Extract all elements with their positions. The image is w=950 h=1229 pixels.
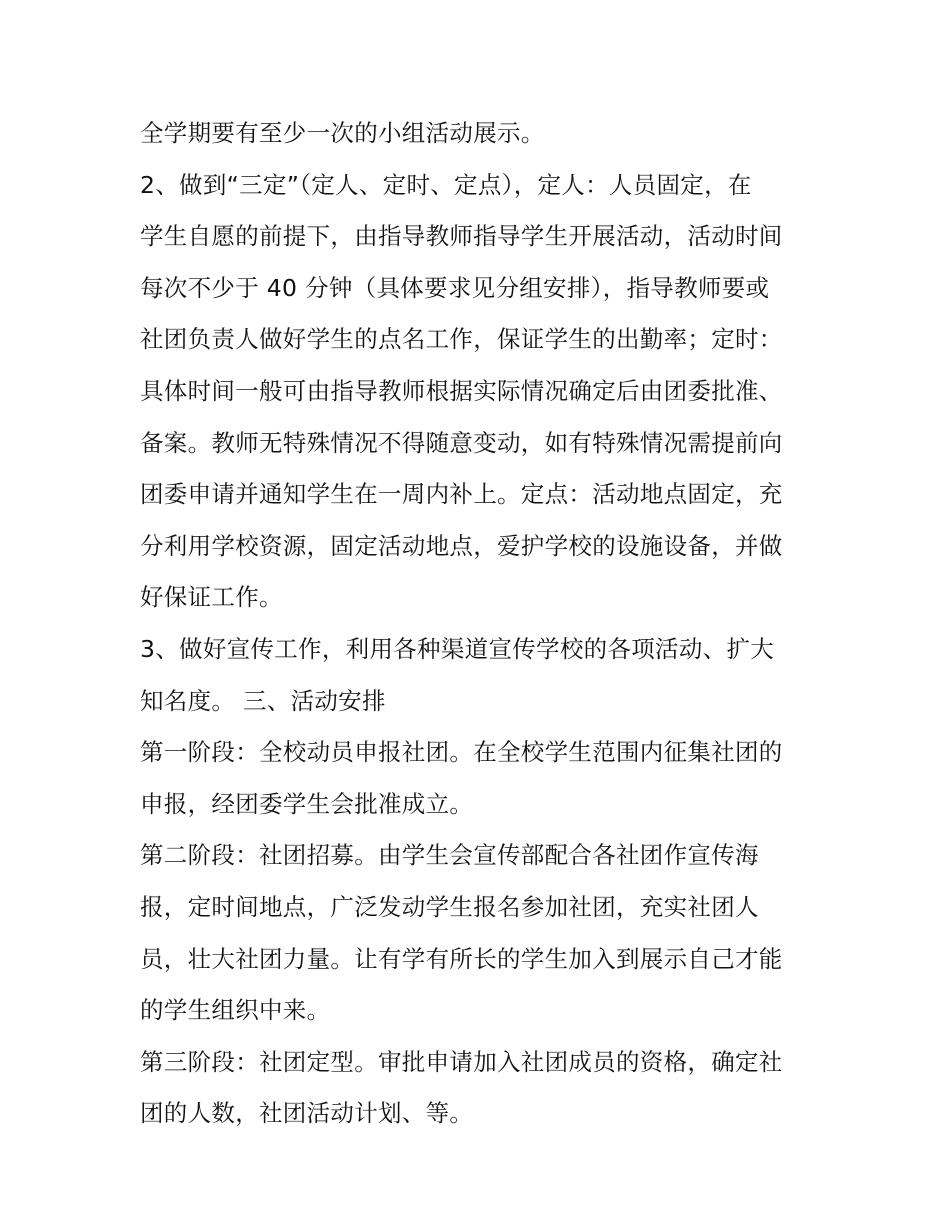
text-line: 社团负责人做好学生的点名工作，保证学生的出勤率；定时： [140, 325, 783, 354]
text-line: 申报，经团委学生会批准成立。 [140, 789, 474, 818]
text-line: 学生自愿的前提下，由指导教师指导学生开展活动，活动时间 [140, 222, 783, 251]
text-line: 知名度。 三、活动安排 [140, 686, 386, 715]
text-line: 第三阶段：社团定型。审批申请加入社团成员的资格，确定社 [140, 1047, 783, 1076]
text-line: 全学期要有至少一次的小组活动展示。 [140, 119, 545, 147]
document-body [140, 108, 820, 1140]
text-line: 报，定时间地点，广泛发动学生报名参加社团，充实社团人 [140, 892, 759, 921]
text-line: 团的人数，社团活动计划、等。 [140, 1099, 474, 1128]
text-line: 备案。教师无特殊情况不得随意变动，如有特殊情况需提前向 [140, 428, 783, 457]
text-line: 团委申请并通知学生在一周内补上。定点：活动地点固定，充 [140, 480, 783, 509]
text-line: 每次不少于 40 分钟（具体要求见分组安排），指导教师要或 [140, 273, 770, 302]
text-line: 的学生组织中来。 [140, 996, 331, 1025]
text-line: 具体时间一般可由指导教师根据实际情况确定后由团委批准、 [140, 376, 783, 405]
text-line: 好保证工作。 [140, 583, 283, 612]
text-line: 分利用学校资源，固定活动地点，爱护学校的设施设备，并做 [140, 531, 783, 560]
text-line: 第二阶段：社团招募。由学生会宣传部配合各社团作宣传海 [140, 841, 759, 870]
text-line: 第一阶段：全校动员申报社团。在全校学生范围内征集社团的 [140, 738, 783, 767]
text-line: 员，壮大社团力量。让有学有所长的学生加入到展示自己才能 [140, 944, 783, 973]
text-line: 2、做到“三定”（定人、定时、定点），定人：人员固定，在 [140, 170, 752, 199]
text-line: 3、做好宣传工作，利用各种渠道宣传学校的各项活动、扩大 [140, 634, 775, 663]
